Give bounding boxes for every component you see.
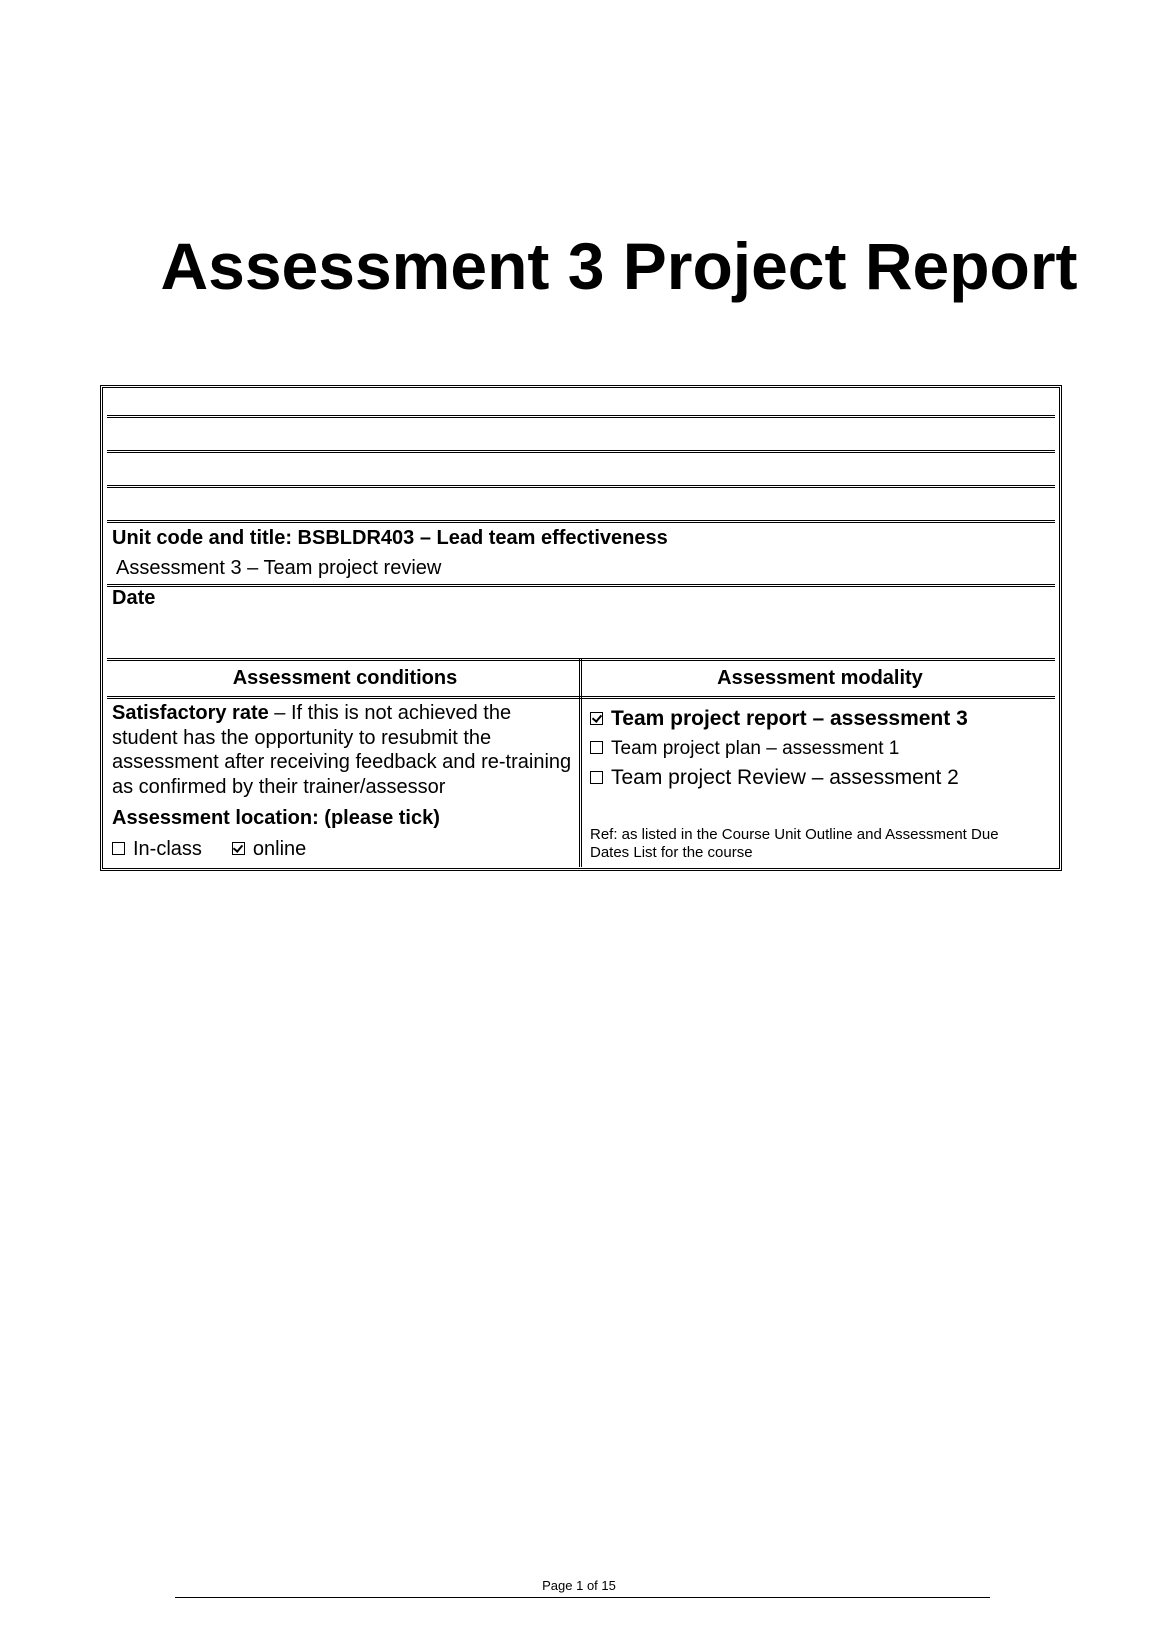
modality-option-label: Team project plan – assessment 1 bbox=[611, 738, 900, 759]
modality-reference: Ref: as listed in the Course Unit Outline and Assessment Due Dates List for the course bbox=[590, 826, 999, 861]
column-divider bbox=[579, 659, 582, 867]
table-row-divider bbox=[107, 450, 1055, 453]
assessment-name: Assessment 3 – Team project review bbox=[116, 557, 442, 579]
footer-rule bbox=[175, 1597, 990, 1598]
assessment-cover-table bbox=[100, 385, 1062, 871]
table-row-divider bbox=[107, 520, 1055, 523]
document-title: Assessment 3 Project Report bbox=[160, 229, 1078, 303]
checkbox-icon[interactable] bbox=[590, 741, 603, 754]
assessment-location-label: Assessment location: (please tick) bbox=[112, 807, 440, 829]
unit-code-title: Unit code and title: BSBLDR403 – Lead team effectiveness bbox=[112, 527, 668, 549]
checkbox-checked-icon[interactable] bbox=[590, 712, 603, 725]
location-option-online[interactable] bbox=[232, 838, 306, 860]
satisfactory-rate-text: – If this is not achieved the student has the opportunity to resubmit the assessment after receiving feedback and re-training as confirmed by their trainer/assessor bbox=[112, 702, 572, 798]
table-row-divider bbox=[107, 415, 1055, 418]
location-option-inclass[interactable] bbox=[112, 838, 202, 860]
modality-option-label: Team project Review – assessment 2 bbox=[611, 766, 959, 789]
modality-option-plan[interactable] bbox=[590, 736, 899, 761]
checkbox-icon[interactable] bbox=[112, 842, 125, 855]
table-row-divider bbox=[107, 584, 1055, 587]
modality-header: Assessment modality bbox=[717, 667, 923, 689]
location-options bbox=[112, 837, 306, 862]
date-label: Date bbox=[112, 587, 156, 609]
page-number: Page 1 of 15 bbox=[542, 1578, 616, 1593]
checkbox-checked-icon[interactable] bbox=[232, 842, 245, 855]
modality-option-review[interactable] bbox=[590, 765, 959, 790]
conditions-header: Assessment conditions bbox=[232, 667, 458, 689]
satisfactory-rate-label: Satisfactory rate bbox=[112, 702, 269, 724]
checkbox-icon[interactable] bbox=[590, 771, 603, 784]
modality-option-label: Team project report – assessment 3 bbox=[611, 707, 968, 730]
table-row-divider bbox=[107, 485, 1055, 488]
modality-option-report[interactable] bbox=[590, 706, 968, 731]
location-option-label: In-class bbox=[133, 838, 202, 860]
satisfactory-rate bbox=[112, 701, 572, 799]
location-option-label: online bbox=[252, 838, 307, 860]
